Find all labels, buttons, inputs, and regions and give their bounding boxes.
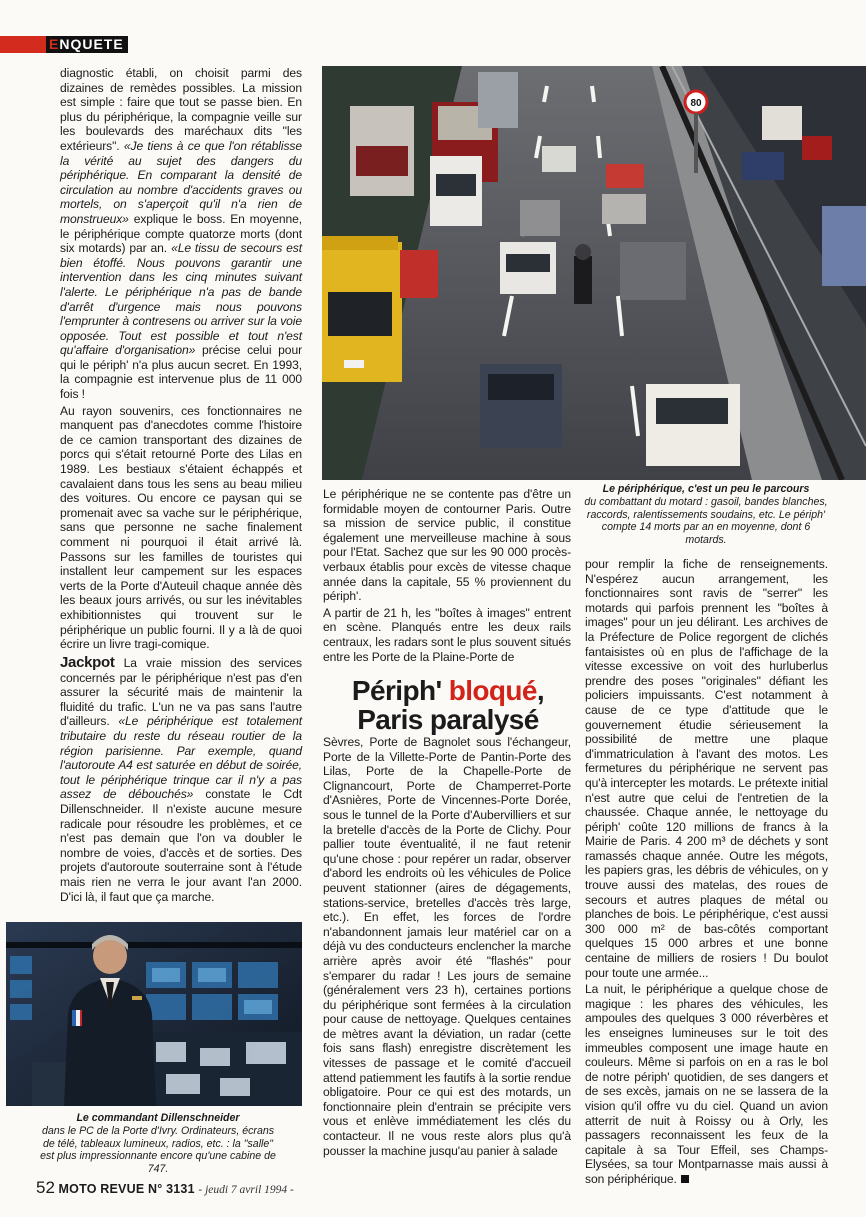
- paragraph: A partir de 21 h, les "boîtes à images" entrent en scène. Planqués entre les deux rails centraux, les radars sont le plus souvent situés entre les Porte de la Plaine-Porte de: [323, 605, 571, 664]
- middle-column-bottom: [323, 735, 571, 1160]
- paragraph: Sèvres, Porte de Bagnolet sous l'échangeur, Porte de la Villette-Porte de Pantin-Porte des Lilas, Porte de la Chapelle-Porte de Clignancourt, Porte de Champerret-Porte d'Asnières, Porte de Vincennes-Porte Dorée, sous le tunnel de la Porte d'Aubervilliers et sur la bretelle d'accès de la Porte de Clichy. Pour pallier toute éventualité, il ne faut retenir qu'une chose : pour repérer un radar, observer d'abord les endroits où les véhicules de Police peuvent stationner (aires de dégagements, stations-service, bretelles d'accès très large, etc.). En effet, les forces de l'ordre n'abandonnent jamais leur matériel car on a déjà vu des conducteurs enclencher la marche arrière après avoir été "flashés" pour s'emparer du radar ! Les jours de semaine (généralement vers 23 h), certaines portions du périphérique sont fermées à la circulation pour cause de nettoyage. Quelques centaines de mètres avant la déviation, un radar (cette fois sans flash) enregistre discrètement les vitesses de passage et le comité d'accueil attend patiemment les fautifs à la sortie rendue obligatoire. Pour ce qui est des motards, un fonctionnaire plein d'entrain se précipite vers vous et enlève immédiatement les clés du contacteur. Il ne vous reste alors plus qu'à pousser la machine jusqu'au panier à salade: [323, 735, 571, 1158]
- subheading-jackpot: Jackpot: [60, 654, 115, 671]
- page-number: 52: [36, 1178, 55, 1197]
- middle-column-top: [323, 487, 571, 666]
- issue-date: - jeudi 7 avril 1994 -: [198, 1184, 294, 1196]
- right-column: [585, 557, 828, 1189]
- quote: «Le périphérique est totalement tributaire du reste du réseau routier de la région parisienne. Par exemple, quand l'autoroute A4 est saturée en début de soirée, tout le périphérique trinque car il n'y a pas assez de débouchés»: [60, 714, 302, 802]
- section-rest: NQUETE: [59, 36, 124, 52]
- headline-red-word: bloqué: [448, 675, 537, 706]
- quote: «Je tiens à ce que l'on rétablisse la vérité au sujet des dangers du périphérique. En comparant la densité de circulation au nombre d'accidents graves ou mortels, on s'aperçoit qu'il n'a rien de monstrueux»: [60, 138, 302, 226]
- quote: «Le tissu de secours est bien étoffé. Nous pouvons garantir une intervention dans les cinq minutes suivant l'alerte. Le périphérique n'a pas de bande d'arrêt d'urgence mais nous pouvons l'emprunter à contresens ou arriver sur la voie opposée. Tout est possible et tout n'est qu'affaire d'organisation»: [60, 241, 302, 358]
- end-of-article-mark: [681, 1175, 689, 1183]
- paragraph: La nuit, le périphérique a quelque chose de magique : les phares des véhicules, les ampoules des quelques 3 000 réverbères et les enseignes lumineuses sur le toit des immeubles composent une image haute en couleurs. Même si parfois on en a ras le bol de notre périph' quotidien, de ses dangers et de ses excès, jamais on ne se lassera de la vision qu'il offre vu du ciel. Quand un avion atterrit de nuit à Roissy ou à Orly, les passagers reconnaissent les feux de la capitale à sa Tour Effeil, ses Champs-Elysées, sa tour Montparnasse mais aussi à son périphérique.: [585, 982, 828, 1186]
- left-column-jackpot: [60, 656, 302, 906]
- paragraph: Jackpot La vraie mission des services concernés par le périphérique n'est pas d'en assurer la sécurité mais de maintenir la fluidité du trafic. L'un ne va pas sans l'autre d'ailleurs. «Le périphérique est totalement tributaire du reste du réseau routier de la région parisienne. Par exemple, quand l'autoroute A4 est saturée en début de soirée, tout le périphérique trinque car il n'y a pas assez de débouchés» constate le Cdt Dillenschneider. Il n'existe aucune mesure radicale pour résoudre les problèmes, et ce n'est pas demain que l'on va doubler le nombre de voies, d'accès et de sorties. Des projets d'autoroute souterraine sont à l'étude mais rien ne verra le jour avant l'an 2000. D'ici là, il faut que ça marche.: [60, 654, 302, 904]
- section-color-band: [0, 36, 46, 53]
- highway-photo: [322, 66, 866, 480]
- photo-caption-left: Le commandant Dillenschneider dans le PC de la Porte d'Ivry. Ordinateurs, écrans de télé, tableaux lumineux, radios, etc. : la "salle" est plus impressionnante encore qu'une cabine de 747.: [40, 1112, 276, 1176]
- paragraph: Au rayon souvenirs, ces fonctionnaires ne manquent pas d'anecdotes comme l'histoire de ce camion transportant des dizaines de porcs qui s'était retourné Porte des Lilas en 1989. Les bestiaux s'étaient échappés et cavalaient dans tous les sens au beau milieu des voitures. Ou encore ce paysan qui se promenait avec sa vache sur le périphérique, sans que personne ne sache finalement comment ni pourquoi il était arrivé là. Passons sur les familles de touristes qui installent leur campement sur les espaces verts de la Porte d'Auteuil chaque année dès les beaux jours arrivés, ou sur les inévitables exhibitionnistes qui trouvent sur le périphérique un public fourni. Il y a là de quoi écrire un livre tragi-comique.: [60, 403, 302, 652]
- magazine-issue: MOTO REVUE N° 3131: [58, 1182, 195, 1196]
- caption-bold: Le commandant Dillenschneider: [76, 1112, 240, 1124]
- control-room-photo: [6, 922, 302, 1106]
- photo-caption-main: Le périphérique, c'est un peu le parcours du combattant du motard : gasoil, bandes blanches, raccords, ralentissements soudains, etc. Le périph' compte 14 morts par an en moyenne, dont 6 motards.: [584, 483, 828, 547]
- section-first-letter: E: [49, 36, 60, 52]
- left-column-upper: [60, 66, 302, 654]
- speed-limit-sign-text: 80: [690, 98, 702, 109]
- paragraph: pour remplir la fiche de renseignements. N'espérez aucun arrangement, les fonctionnaires sont ravis de "serrer" les motards qui parfois prennent les "boîtes à images" pour un jeu délirant. Les archives de la Préfecture de Police regorgent de clichés fantaisistes où en plus de l'affichage de la vitesse excessive on voit des hurluberlus prendre des poses "originales" défiant les policiers impuissants. C'est notamment à cause de ce type d'attitude que le gouvernement étudie sérieusement la possibilité de mettre une plaque d'immatriculation à l'avant des motos. Les fermetures du périphérique ne servent pas qu'à intercepter les motards. Le prétexte initial n'est autre que celui de l'entretien de la chaussée. Chaque année, le nettoyage du périph' coûte 120 millions de francs à la Mairie de Paris. 4 200 m³ de déchets y sont ramassés chaque année. Outre les mégots, les papiers gras, les débris de véhicules, on y trouve aussi des matelas, des roues de secours et autres plaques de métal ou planches de bois. Le périphérique, c'est aussi 300 000 m² de bas-côtés comportant quelques 15 000 arbres et une bonne centaine de milliers de rosiers ! Du boulot pour toute une armée...: [585, 557, 828, 980]
- headline: Périph' bloqué, Paris paralysé: [351, 675, 545, 735]
- page-footer: [36, 1178, 294, 1198]
- caption-bold: Le périphérique, c'est un peu le parcours: [602, 483, 810, 495]
- paragraph: Le périphérique ne se contente pas d'être un formidable moyen de contourner Paris. Outre sa mission de service public, il constitue également une merveilleuse machine à sous pour l'Etat. Sachez que sur les 90 000 procès-verbaux établis pour excès de vitesse chaque année dans la capitale, 55 % proviennent du périph'.: [323, 487, 571, 604]
- headline-line-2: Paris paralysé: [357, 704, 539, 735]
- section-label: [46, 36, 128, 53]
- paragraph: diagnostic établi, on choisit parmi des dizaines de remèdes possibles. La mission est simple : faire que tout se passe bien. En plus du périphérique, la compagnie veille sur les boulevards des maréchaux dits "les extérieurs". «Je tiens à ce que l'on rétablisse la vérité au sujet des dangers du périphérique. En comparant la densité de circulation au nombre d'accidents graves ou mortels, on s'aperçoit qu'il n'a rien de monstrueux» explique le boss. En moyenne, le périphérique compte quatorze morts (dont six motards) par an. «Le tissu de secours est bien étoffé. Nous pouvons garantir une intervention dans les cinq minutes suivant l'alerte. Le périphérique n'a pas de bande d'arrêt d'urgence mais nous pouvons l'emprunter à contresens ou arriver sur la voie opposée. Tout est possible et tout n'est qu'affaire d'organisation» précise celui pour qui le périph' n'a plus aucun secret. En 1993, la compagnie est intervenue plus de 11 000 fois !: [60, 66, 302, 402]
